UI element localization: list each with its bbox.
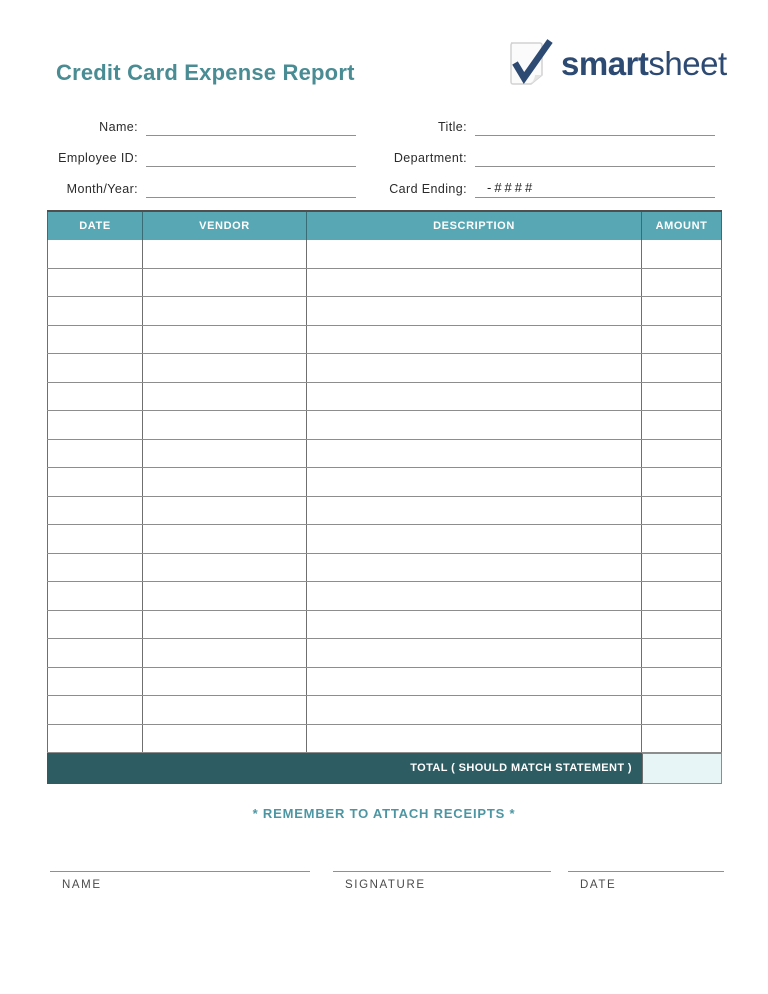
month-year-input[interactable]: [146, 174, 356, 198]
table-cell[interactable]: [307, 411, 642, 439]
table-cell[interactable]: [47, 297, 143, 325]
page-title: Credit Card Expense Report: [56, 60, 355, 85]
table-row: [47, 639, 722, 668]
table-cell[interactable]: [307, 554, 642, 582]
table-cell[interactable]: [47, 440, 143, 468]
table-cell[interactable]: [47, 269, 143, 297]
expense-table: [47, 210, 722, 784]
table-cell[interactable]: [642, 326, 722, 354]
table-cell[interactable]: [143, 269, 307, 297]
table-row: [47, 354, 722, 383]
table-row: [47, 497, 722, 526]
table-cell[interactable]: [642, 240, 722, 268]
table-cell[interactable]: [143, 611, 307, 639]
table-row: [47, 554, 722, 583]
table-cell[interactable]: [642, 297, 722, 325]
table-cell[interactable]: [143, 383, 307, 411]
employee-id-input[interactable]: [146, 143, 356, 167]
signature-section: [0, 871, 768, 931]
table-cell[interactable]: [47, 497, 143, 525]
title-input[interactable]: [475, 112, 715, 136]
title-label: Title:: [437, 120, 467, 134]
table-cell[interactable]: [307, 240, 642, 268]
table-cell[interactable]: [307, 696, 642, 724]
field-department: [373, 144, 715, 167]
table-row: [47, 440, 722, 469]
table-cell[interactable]: [642, 440, 722, 468]
card-ending-label: Card Ending:: [389, 182, 467, 196]
department-label: Department:: [393, 151, 467, 165]
table-cell[interactable]: [143, 725, 307, 753]
form-left-column: [45, 113, 356, 206]
field-card-ending: [373, 175, 715, 198]
table-cell[interactable]: [47, 639, 143, 667]
table-cell[interactable]: [143, 297, 307, 325]
table-row: [47, 411, 722, 440]
table-cell[interactable]: [47, 411, 143, 439]
brand-sheet: sheet: [648, 44, 727, 82]
signature-block-signature: [333, 871, 551, 891]
name-label: Name:: [99, 120, 138, 134]
table-cell[interactable]: [642, 668, 722, 696]
table-cell[interactable]: [143, 668, 307, 696]
card-ending-value: -####: [487, 180, 536, 195]
table-cell[interactable]: [143, 326, 307, 354]
table-row: [47, 525, 722, 554]
table-cell[interactable]: [47, 525, 143, 553]
table-row: [47, 582, 722, 611]
table-cell[interactable]: [47, 611, 143, 639]
signature-block-name: [50, 871, 310, 891]
table-cell[interactable]: [307, 725, 642, 753]
month-year-label: Month/Year:: [66, 182, 138, 196]
table-cell[interactable]: [47, 240, 143, 268]
table-cell[interactable]: [307, 440, 642, 468]
table-cell[interactable]: [143, 639, 307, 667]
table-row: [47, 725, 722, 754]
table-cell[interactable]: [642, 611, 722, 639]
table-cell[interactable]: [47, 354, 143, 382]
column-header-vendor: VENDOR: [143, 212, 307, 240]
table-cell[interactable]: [307, 668, 642, 696]
table-row: [47, 383, 722, 412]
table-cell[interactable]: [642, 725, 722, 753]
table-row: [47, 326, 722, 355]
attach-receipts-note: * REMEMBER TO ATTACH RECEIPTS *: [252, 806, 516, 821]
field-title: [373, 113, 715, 136]
table-body: [47, 240, 722, 753]
form-right-column: [373, 113, 715, 206]
table-cell[interactable]: [642, 497, 722, 525]
brand-smart: smart: [561, 44, 649, 82]
table-cell[interactable]: [143, 582, 307, 610]
smartsheet-logo: [502, 36, 727, 90]
total-row: [47, 753, 722, 784]
table-cell[interactable]: [642, 639, 722, 667]
table-cell[interactable]: [47, 668, 143, 696]
table-cell[interactable]: [307, 582, 642, 610]
table-row: [47, 611, 722, 640]
table-cell[interactable]: [47, 383, 143, 411]
column-header-description: DESCRIPTION: [307, 212, 642, 240]
total-amount-cell[interactable]: [642, 753, 722, 784]
checkmark-page-icon: [502, 36, 554, 90]
department-input[interactable]: [475, 143, 715, 167]
table-row: [47, 668, 722, 697]
table-row: [47, 240, 722, 269]
table-cell[interactable]: [307, 297, 642, 325]
table-cell[interactable]: [143, 440, 307, 468]
card-ending-input[interactable]: [475, 174, 715, 198]
column-header-amount: AMOUNT: [642, 212, 722, 240]
table-cell[interactable]: [143, 240, 307, 268]
employee-id-label: Employee ID:: [58, 151, 138, 165]
table-cell[interactable]: [642, 354, 722, 382]
table-row: [47, 297, 722, 326]
table-cell[interactable]: [143, 554, 307, 582]
table-cell[interactable]: [642, 582, 722, 610]
column-header-date: DATE: [47, 212, 143, 240]
signature-label: SIGNATURE: [345, 879, 426, 891]
total-label: TOTAL ( SHOULD MATCH STATEMENT ): [47, 753, 642, 784]
table-cell[interactable]: [143, 354, 307, 382]
table-cell[interactable]: [143, 468, 307, 496]
table-cell[interactable]: [307, 611, 642, 639]
table-cell[interactable]: [143, 525, 307, 553]
name-signature-label: NAME: [62, 879, 102, 891]
table-cell[interactable]: [307, 468, 642, 496]
table-cell[interactable]: [307, 497, 642, 525]
table-cell[interactable]: [143, 696, 307, 724]
table-cell[interactable]: [47, 554, 143, 582]
field-month-year: [45, 175, 356, 198]
table-cell[interactable]: [47, 696, 143, 724]
table-cell[interactable]: [307, 354, 642, 382]
table-cell[interactable]: [642, 554, 722, 582]
table-cell[interactable]: [642, 696, 722, 724]
table-row: [47, 269, 722, 298]
table-cell[interactable]: [307, 383, 642, 411]
table-cell[interactable]: [47, 468, 143, 496]
table-cell[interactable]: [143, 497, 307, 525]
table-cell[interactable]: [642, 411, 722, 439]
table-cell[interactable]: [642, 525, 722, 553]
table-cell[interactable]: [47, 725, 143, 753]
table-cell[interactable]: [47, 326, 143, 354]
field-name: [45, 113, 356, 136]
table-cell[interactable]: [307, 639, 642, 667]
table-cell[interactable]: [307, 326, 642, 354]
table-cell[interactable]: [642, 468, 722, 496]
brand-wordmark: [561, 44, 727, 82]
table-cell[interactable]: [47, 582, 143, 610]
table-cell[interactable]: [307, 269, 642, 297]
date-signature-label: DATE: [580, 879, 617, 891]
table-cell[interactable]: [143, 411, 307, 439]
table-cell[interactable]: [307, 525, 642, 553]
table-cell[interactable]: [642, 383, 722, 411]
table-row: [47, 696, 722, 725]
table-cell[interactable]: [642, 269, 722, 297]
signature-block-date: [568, 871, 724, 891]
name-input[interactable]: [146, 112, 356, 136]
table-row: [47, 468, 722, 497]
table-header-row: [47, 210, 722, 240]
field-employee-id: [45, 144, 356, 167]
